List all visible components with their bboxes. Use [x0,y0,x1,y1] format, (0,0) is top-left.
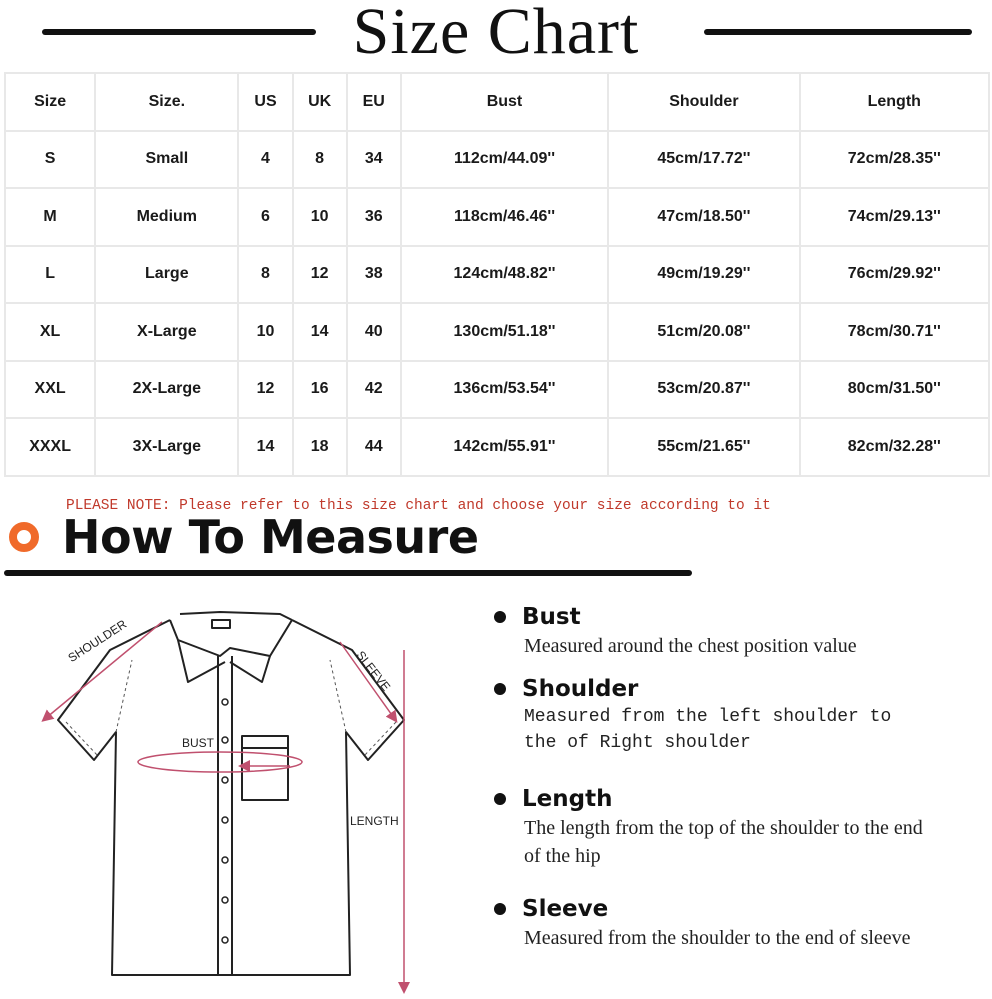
table-cell: 53cm/20.87'' [608,361,799,419]
bust-label: BUST [182,736,215,750]
measure-item-title: Sleeve [522,896,609,922]
size-note: PLEASE NOTE: Please refer to this size chart and choose your size according to it [66,498,771,514]
bullet-icon [494,611,506,623]
table-row [5,361,989,419]
table-cell: 118cm/46.46'' [401,188,608,246]
table-cell: 51cm/20.08'' [608,303,799,361]
table-cell: 12 [293,246,347,304]
orange-ring-icon [9,522,39,552]
table-cell: 8 [293,131,347,189]
table-cell: 74cm/29.13'' [800,188,989,246]
table-cell: 78cm/30.71'' [800,303,989,361]
table-row [5,188,989,246]
size-table [4,72,990,477]
measure-item-title: Length [522,786,613,812]
measure-item-description: Measured from the left shoulder to the of Right shoulder [524,707,892,753]
header-shoulder: Shoulder [608,73,799,131]
table-header-row [5,73,989,131]
table-cell: 38 [347,246,401,304]
table-cell: 2X-Large [95,361,238,419]
table-row [5,131,989,189]
measure-item-sleeve [494,896,964,952]
table-cell: 4 [238,131,292,189]
table-cell: 42 [347,361,401,419]
table-cell: 47cm/18.50'' [608,188,799,246]
table-cell: 130cm/51.18'' [401,303,608,361]
table-cell: 40 [347,303,401,361]
table-cell: XL [5,303,95,361]
table-cell: 10 [238,303,292,361]
measure-item-title: Shoulder [522,676,639,702]
table-cell: 112cm/44.09'' [401,131,608,189]
table-cell: 6 [238,188,292,246]
header-us: US [238,73,292,131]
how-to-measure-rule [4,570,692,576]
bullet-icon [494,793,506,805]
table-cell: M [5,188,95,246]
table-cell: 55cm/21.65'' [608,418,799,476]
table-row [5,246,989,304]
table-cell: L [5,246,95,304]
sleeve-label: SLEEVE [353,648,394,694]
table-cell: 80cm/31.50'' [800,361,989,419]
header-bust: Bust [401,73,608,131]
table-cell: Medium [95,188,238,246]
table-cell: 142cm/55.91'' [401,418,608,476]
table-cell: XXL [5,361,95,419]
how-to-measure-title: How To Measure [62,510,479,564]
measure-item-length [494,786,964,870]
measure-item-description: The length from the top of the shoulder to the end of the hip [524,817,923,867]
table-cell: 8 [238,246,292,304]
table-row [5,303,989,361]
header-eu: EU [347,73,401,131]
shirt-diagram [20,590,440,994]
table-cell: Small [95,131,238,189]
table-cell: Large [95,246,238,304]
table-cell: 12 [238,361,292,419]
header-length: Length [800,73,989,131]
length-label: LENGTH [350,814,399,828]
table-cell: 44 [347,418,401,476]
table-cell: 14 [293,303,347,361]
shoulder-label: SHOULDER [65,616,130,666]
table-cell: 3X-Large [95,418,238,476]
bullet-icon [494,683,506,695]
table-cell: 49cm/19.29'' [608,246,799,304]
table-cell: 34 [347,131,401,189]
header-size-name: Size. [95,73,238,131]
table-row [5,418,989,476]
table-cell: XXXL [5,418,95,476]
page-title: Size Chart [352,0,640,68]
title-banner [0,0,992,66]
table-cell: 76cm/29.92'' [800,246,989,304]
bullet-icon [494,903,506,915]
table-cell: 16 [293,361,347,419]
table-cell: 36 [347,188,401,246]
table-cell: 10 [293,188,347,246]
table-cell: 72cm/28.35'' [800,131,989,189]
table-cell: S [5,131,95,189]
header-size: Size [5,73,95,131]
measure-item-title: Bust [522,604,581,630]
table-cell: 18 [293,418,347,476]
table-cell: 136cm/53.54'' [401,361,608,419]
measure-item-shoulder [494,676,964,756]
header-uk: UK [293,73,347,131]
table-cell: 45cm/17.72'' [608,131,799,189]
title-rule-right [704,29,972,35]
table-cell: 124cm/48.82'' [401,246,608,304]
table-cell: X-Large [95,303,238,361]
measure-item-description: Measured from the shoulder to the end of sleeve [524,927,911,949]
table-cell: 14 [238,418,292,476]
measure-item-description: Measured around the chest position value [524,635,857,657]
measure-item-bust [494,604,964,660]
table-cell: 82cm/32.28'' [800,418,989,476]
